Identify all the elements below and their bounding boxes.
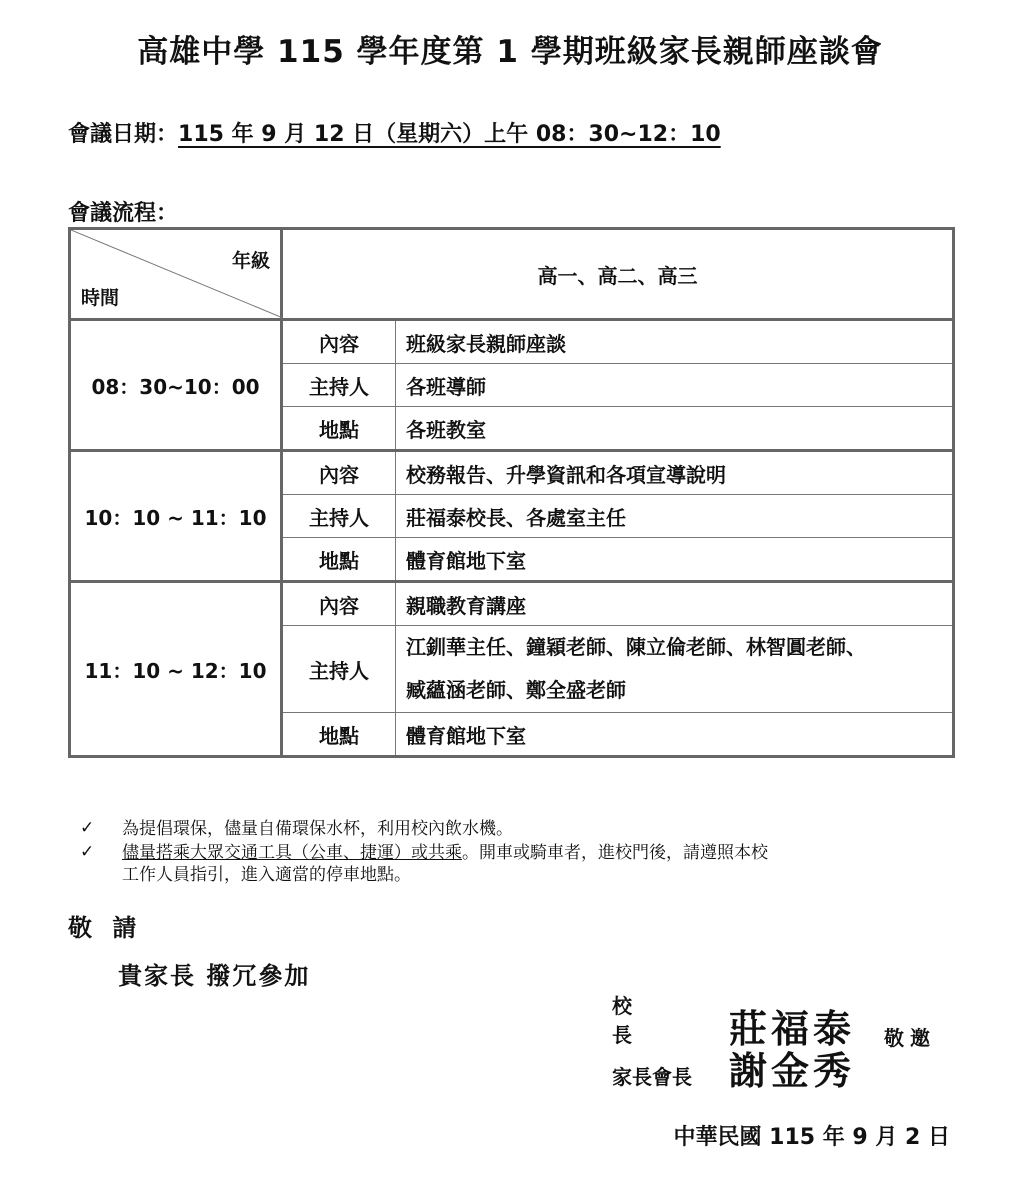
row-value: 校務報告、升學資訊和各項宣導說明 (396, 451, 954, 495)
row-value-line: 臧蘊涵老師、鄭全盛老師 (406, 678, 626, 702)
meeting-date-value: 115 年 9 月 12 日（星期六）上午 08：30~12：10 (178, 122, 721, 147)
signature-parent-chair (612, 1040, 855, 1095)
session-time: 10：10 ~ 11：10 (70, 451, 282, 582)
row-value: 體育館地下室 (396, 713, 954, 757)
note-line2-text: 工作人員指引，進入適當的停車地點。 (122, 865, 411, 885)
table-header-row (70, 229, 954, 320)
note-text: 為提倡環保，儘量自備環保水杯，利用校內飲水機。 (122, 819, 513, 839)
table-row (70, 451, 954, 495)
row-label: 地點 (282, 407, 396, 451)
row-value: 各班教室 (396, 407, 954, 451)
corner-time-label: 時間 (81, 287, 120, 309)
table-row (70, 582, 954, 626)
row-label: 地點 (282, 538, 396, 582)
row-value: 莊福泰校長、各處室主任 (396, 495, 954, 538)
row-value: 班級家長親師座談 (396, 320, 954, 364)
row-label: 內容 (282, 451, 396, 495)
row-value: 親職教育講座 (396, 582, 954, 626)
invite-text: 貴家長 撥冗參加 (118, 962, 311, 990)
notes-list (80, 818, 950, 888)
grades-header: 高一、高二、高三 (282, 229, 954, 320)
signature-name: 謝金秀 (728, 1048, 855, 1093)
meeting-date-label: 會議日期： (68, 122, 179, 147)
row-label: 主持人 (282, 495, 396, 538)
header-corner-cell (70, 229, 282, 320)
row-value-line: 江釧華主任、鐘穎老師、陳立倫老師、林智圓老師、 (406, 635, 866, 659)
row-label: 主持人 (282, 626, 396, 713)
row-label: 主持人 (282, 364, 396, 407)
row-label: 內容 (282, 320, 396, 364)
signature-role: 家長會長 (612, 1065, 692, 1089)
issue-date: 中華民國 115 年 9 月 2 日 (673, 1125, 950, 1150)
check-icon: ✓ (80, 818, 95, 838)
jingyao-text: 敬邀 (884, 1026, 936, 1050)
page-title: 高雄中學 115 學年度第 1 學期班級家長親師座談會 (137, 34, 883, 70)
row-value: 各班導師 (396, 364, 954, 407)
list-item (80, 842, 950, 886)
row-label: 內容 (282, 582, 396, 626)
note-rest-text: 。開車或騎車者，進校門後，請遵照本校 (462, 843, 768, 863)
note-underlined-text: 儘量搭乘大眾交通工具（公車、捷運）或共乘 (122, 843, 462, 863)
meeting-date (68, 117, 721, 148)
session-time: 11：10 ~ 12：10 (70, 582, 282, 757)
session-time: 08：30~10：00 (70, 320, 282, 451)
meeting-flow-label: 會議流程： (68, 201, 179, 226)
row-label: 地點 (282, 713, 396, 757)
schedule-table (68, 227, 955, 758)
corner-grade-label: 年級 (231, 250, 270, 272)
list-item (80, 818, 950, 840)
table-row (70, 320, 954, 364)
note-text (122, 842, 950, 886)
check-icon: ✓ (80, 842, 95, 862)
respect-text: 敬 請 (68, 914, 143, 942)
row-value-multiline (396, 626, 954, 713)
row-value: 體育館地下室 (396, 538, 954, 582)
signature-role: 校長 (612, 994, 678, 1047)
signature-name: 莊福泰 (728, 1006, 855, 1051)
